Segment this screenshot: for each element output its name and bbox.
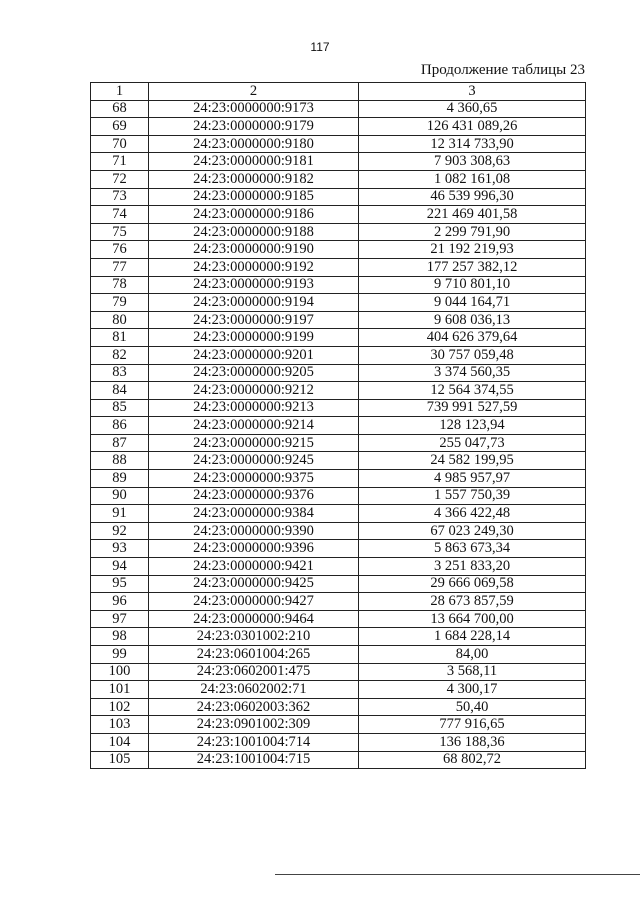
row-number-cell: 76: [91, 241, 149, 259]
cadastral-number-cell: 24:23:0000000:9179: [149, 118, 359, 136]
row-number-cell: 68: [91, 100, 149, 118]
row-number-cell: 95: [91, 575, 149, 593]
cadastral-number-cell: 24:23:0000000:9425: [149, 575, 359, 593]
row-number-cell: 94: [91, 558, 149, 576]
value-cell: 24 582 199,95: [359, 452, 586, 470]
value-cell: 67 023 249,30: [359, 522, 586, 540]
row-number-cell: 82: [91, 346, 149, 364]
cadastral-number-cell: 24:23:1001004:715: [149, 751, 359, 769]
table-row: [91, 329, 586, 347]
row-number-cell: 93: [91, 540, 149, 558]
row-number-cell: 71: [91, 153, 149, 171]
row-number-cell: 78: [91, 276, 149, 294]
cadastral-number-cell: 24:23:0000000:9427: [149, 593, 359, 611]
row-number-cell: 69: [91, 118, 149, 136]
row-number-cell: 103: [91, 716, 149, 734]
value-cell: 2 299 791,90: [359, 223, 586, 241]
row-number-cell: 81: [91, 329, 149, 347]
cadastral-number-cell: 24:23:0000000:9182: [149, 170, 359, 188]
value-cell: 4 360,65: [359, 100, 586, 118]
table-caption: Продолжение таблицы 23: [420, 62, 585, 78]
value-cell: 221 469 401,58: [359, 206, 586, 224]
cadastral-number-cell: 24:23:0000000:9421: [149, 558, 359, 576]
row-number-cell: 99: [91, 646, 149, 664]
table-row: [91, 593, 586, 611]
value-cell: 7 903 308,63: [359, 153, 586, 171]
table-row: [91, 100, 586, 118]
cadastral-number-cell: 24:23:0000000:9190: [149, 241, 359, 259]
table-row: [91, 470, 586, 488]
table-row: [91, 206, 586, 224]
table-header-row: [91, 83, 586, 101]
table-row: [91, 646, 586, 664]
value-cell: 21 192 219,93: [359, 241, 586, 259]
value-cell: 4 300,17: [359, 681, 586, 699]
table-row: [91, 170, 586, 188]
row-number-cell: 104: [91, 733, 149, 751]
value-cell: 68 802,72: [359, 751, 586, 769]
table-row: [91, 452, 586, 470]
cadastral-number-cell: 24:23:0000000:9188: [149, 223, 359, 241]
table-row: [91, 716, 586, 734]
table-row: [91, 294, 586, 312]
row-number-cell: 98: [91, 628, 149, 646]
cadastral-number-cell: 24:23:0000000:9396: [149, 540, 359, 558]
cadastral-number-cell: 24:23:0602003:362: [149, 698, 359, 716]
cadastral-number-cell: 24:23:0000000:9181: [149, 153, 359, 171]
row-number-cell: 85: [91, 399, 149, 417]
value-cell: 404 626 379,64: [359, 329, 586, 347]
cadastral-number-cell: 24:23:0000000:9213: [149, 399, 359, 417]
value-cell: 29 666 069,58: [359, 575, 586, 593]
row-number-cell: 70: [91, 135, 149, 153]
cadastral-number-cell: 24:23:0000000:9185: [149, 188, 359, 206]
value-cell: 136 188,36: [359, 733, 586, 751]
value-cell: 50,40: [359, 698, 586, 716]
value-cell: 3 251 833,20: [359, 558, 586, 576]
value-cell: 3 374 560,35: [359, 364, 586, 382]
value-cell: 4 366 422,48: [359, 505, 586, 523]
page-number: 117: [310, 40, 330, 54]
cadastral-number-cell: 24:23:0301002:210: [149, 628, 359, 646]
cadastral-number-cell: 24:23:0000000:9199: [149, 329, 359, 347]
row-number-cell: 101: [91, 681, 149, 699]
cadastral-number-cell: 24:23:0000000:9215: [149, 434, 359, 452]
row-number-cell: 84: [91, 382, 149, 400]
table-row: [91, 681, 586, 699]
row-number-cell: 83: [91, 364, 149, 382]
value-cell: 4 985 957,97: [359, 470, 586, 488]
row-number-cell: 96: [91, 593, 149, 611]
bottom-rule: [275, 874, 640, 875]
table-row: [91, 135, 586, 153]
row-number-cell: 91: [91, 505, 149, 523]
table-row: [91, 223, 586, 241]
value-cell: 13 664 700,00: [359, 610, 586, 628]
value-cell: 128 123,94: [359, 417, 586, 435]
table-row: [91, 733, 586, 751]
value-cell: 777 916,65: [359, 716, 586, 734]
value-cell: 9 044 164,71: [359, 294, 586, 312]
row-number-cell: 77: [91, 258, 149, 276]
table-row: [91, 663, 586, 681]
row-number-cell: 88: [91, 452, 149, 470]
value-cell: 12 564 374,55: [359, 382, 586, 400]
table-row: [91, 417, 586, 435]
table-row: [91, 118, 586, 136]
value-cell: 84,00: [359, 646, 586, 664]
cadastral-number-cell: 24:23:0000000:9193: [149, 276, 359, 294]
row-number-cell: 72: [91, 170, 149, 188]
value-cell: 739 991 527,59: [359, 399, 586, 417]
cadastral-number-cell: 24:23:0000000:9186: [149, 206, 359, 224]
table-row: [91, 505, 586, 523]
cadastral-number-cell: 24:23:0602002:71: [149, 681, 359, 699]
cadastral-number-cell: 24:23:0000000:9173: [149, 100, 359, 118]
cadastral-table: [90, 82, 586, 769]
table-row: [91, 258, 586, 276]
value-cell: 9 608 036,13: [359, 311, 586, 329]
value-cell: 3 568,11: [359, 663, 586, 681]
header-col-2: 2: [149, 83, 359, 101]
value-cell: 28 673 857,59: [359, 593, 586, 611]
cadastral-number-cell: 24:23:0000000:9214: [149, 417, 359, 435]
row-number-cell: 90: [91, 487, 149, 505]
row-number-cell: 89: [91, 470, 149, 488]
table-row: [91, 399, 586, 417]
row-number-cell: 105: [91, 751, 149, 769]
value-cell: 1 684 228,14: [359, 628, 586, 646]
row-number-cell: 75: [91, 223, 149, 241]
cadastral-number-cell: 24:23:0000000:9180: [149, 135, 359, 153]
table-row: [91, 364, 586, 382]
value-cell: 1 082 161,08: [359, 170, 586, 188]
row-number-cell: 87: [91, 434, 149, 452]
row-number-cell: 86: [91, 417, 149, 435]
cadastral-number-cell: 24:23:0000000:9201: [149, 346, 359, 364]
table-row: [91, 434, 586, 452]
table-row: [91, 382, 586, 400]
cadastral-number-cell: 24:23:0000000:9376: [149, 487, 359, 505]
row-number-cell: 74: [91, 206, 149, 224]
cadastral-number-cell: 24:23:0000000:9245: [149, 452, 359, 470]
cadastral-number-cell: 24:23:0601004:265: [149, 646, 359, 664]
cadastral-number-cell: 24:23:0000000:9390: [149, 522, 359, 540]
cadastral-number-cell: 24:23:0000000:9212: [149, 382, 359, 400]
cadastral-number-cell: 24:23:0000000:9197: [149, 311, 359, 329]
table-row: [91, 487, 586, 505]
cadastral-number-cell: 24:23:0000000:9192: [149, 258, 359, 276]
row-number-cell: 100: [91, 663, 149, 681]
header-col-3: 3: [359, 83, 586, 101]
table-row: [91, 698, 586, 716]
cadastral-number-cell: 24:23:1001004:714: [149, 733, 359, 751]
table-row: [91, 311, 586, 329]
cadastral-number-cell: 24:23:0000000:9194: [149, 294, 359, 312]
table-row: [91, 188, 586, 206]
value-cell: 1 557 750,39: [359, 487, 586, 505]
row-number-cell: 79: [91, 294, 149, 312]
table-row: [91, 522, 586, 540]
cadastral-number-cell: 24:23:0901002:309: [149, 716, 359, 734]
header-col-1: 1: [91, 83, 149, 101]
value-cell: 30 757 059,48: [359, 346, 586, 364]
value-cell: 9 710 801,10: [359, 276, 586, 294]
row-number-cell: 97: [91, 610, 149, 628]
value-cell: 255 047,73: [359, 434, 586, 452]
cadastral-number-cell: 24:23:0000000:9464: [149, 610, 359, 628]
table-body: [91, 100, 586, 769]
table-row: [91, 610, 586, 628]
row-number-cell: 92: [91, 522, 149, 540]
cadastral-number-cell: 24:23:0000000:9375: [149, 470, 359, 488]
table-row: [91, 628, 586, 646]
table-row: [91, 276, 586, 294]
value-cell: 5 863 673,34: [359, 540, 586, 558]
table-row: [91, 575, 586, 593]
table-row: [91, 558, 586, 576]
table-row: [91, 751, 586, 769]
value-cell: 46 539 996,30: [359, 188, 586, 206]
table-row: [91, 346, 586, 364]
cadastral-number-cell: 24:23:0000000:9205: [149, 364, 359, 382]
row-number-cell: 102: [91, 698, 149, 716]
cadastral-number-cell: 24:23:0000000:9384: [149, 505, 359, 523]
value-cell: 12 314 733,90: [359, 135, 586, 153]
row-number-cell: 73: [91, 188, 149, 206]
value-cell: 177 257 382,12: [359, 258, 586, 276]
table-row: [91, 540, 586, 558]
row-number-cell: 80: [91, 311, 149, 329]
cadastral-number-cell: 24:23:0602001:475: [149, 663, 359, 681]
value-cell: 126 431 089,26: [359, 118, 586, 136]
table-row: [91, 153, 586, 171]
table-row: [91, 241, 586, 259]
